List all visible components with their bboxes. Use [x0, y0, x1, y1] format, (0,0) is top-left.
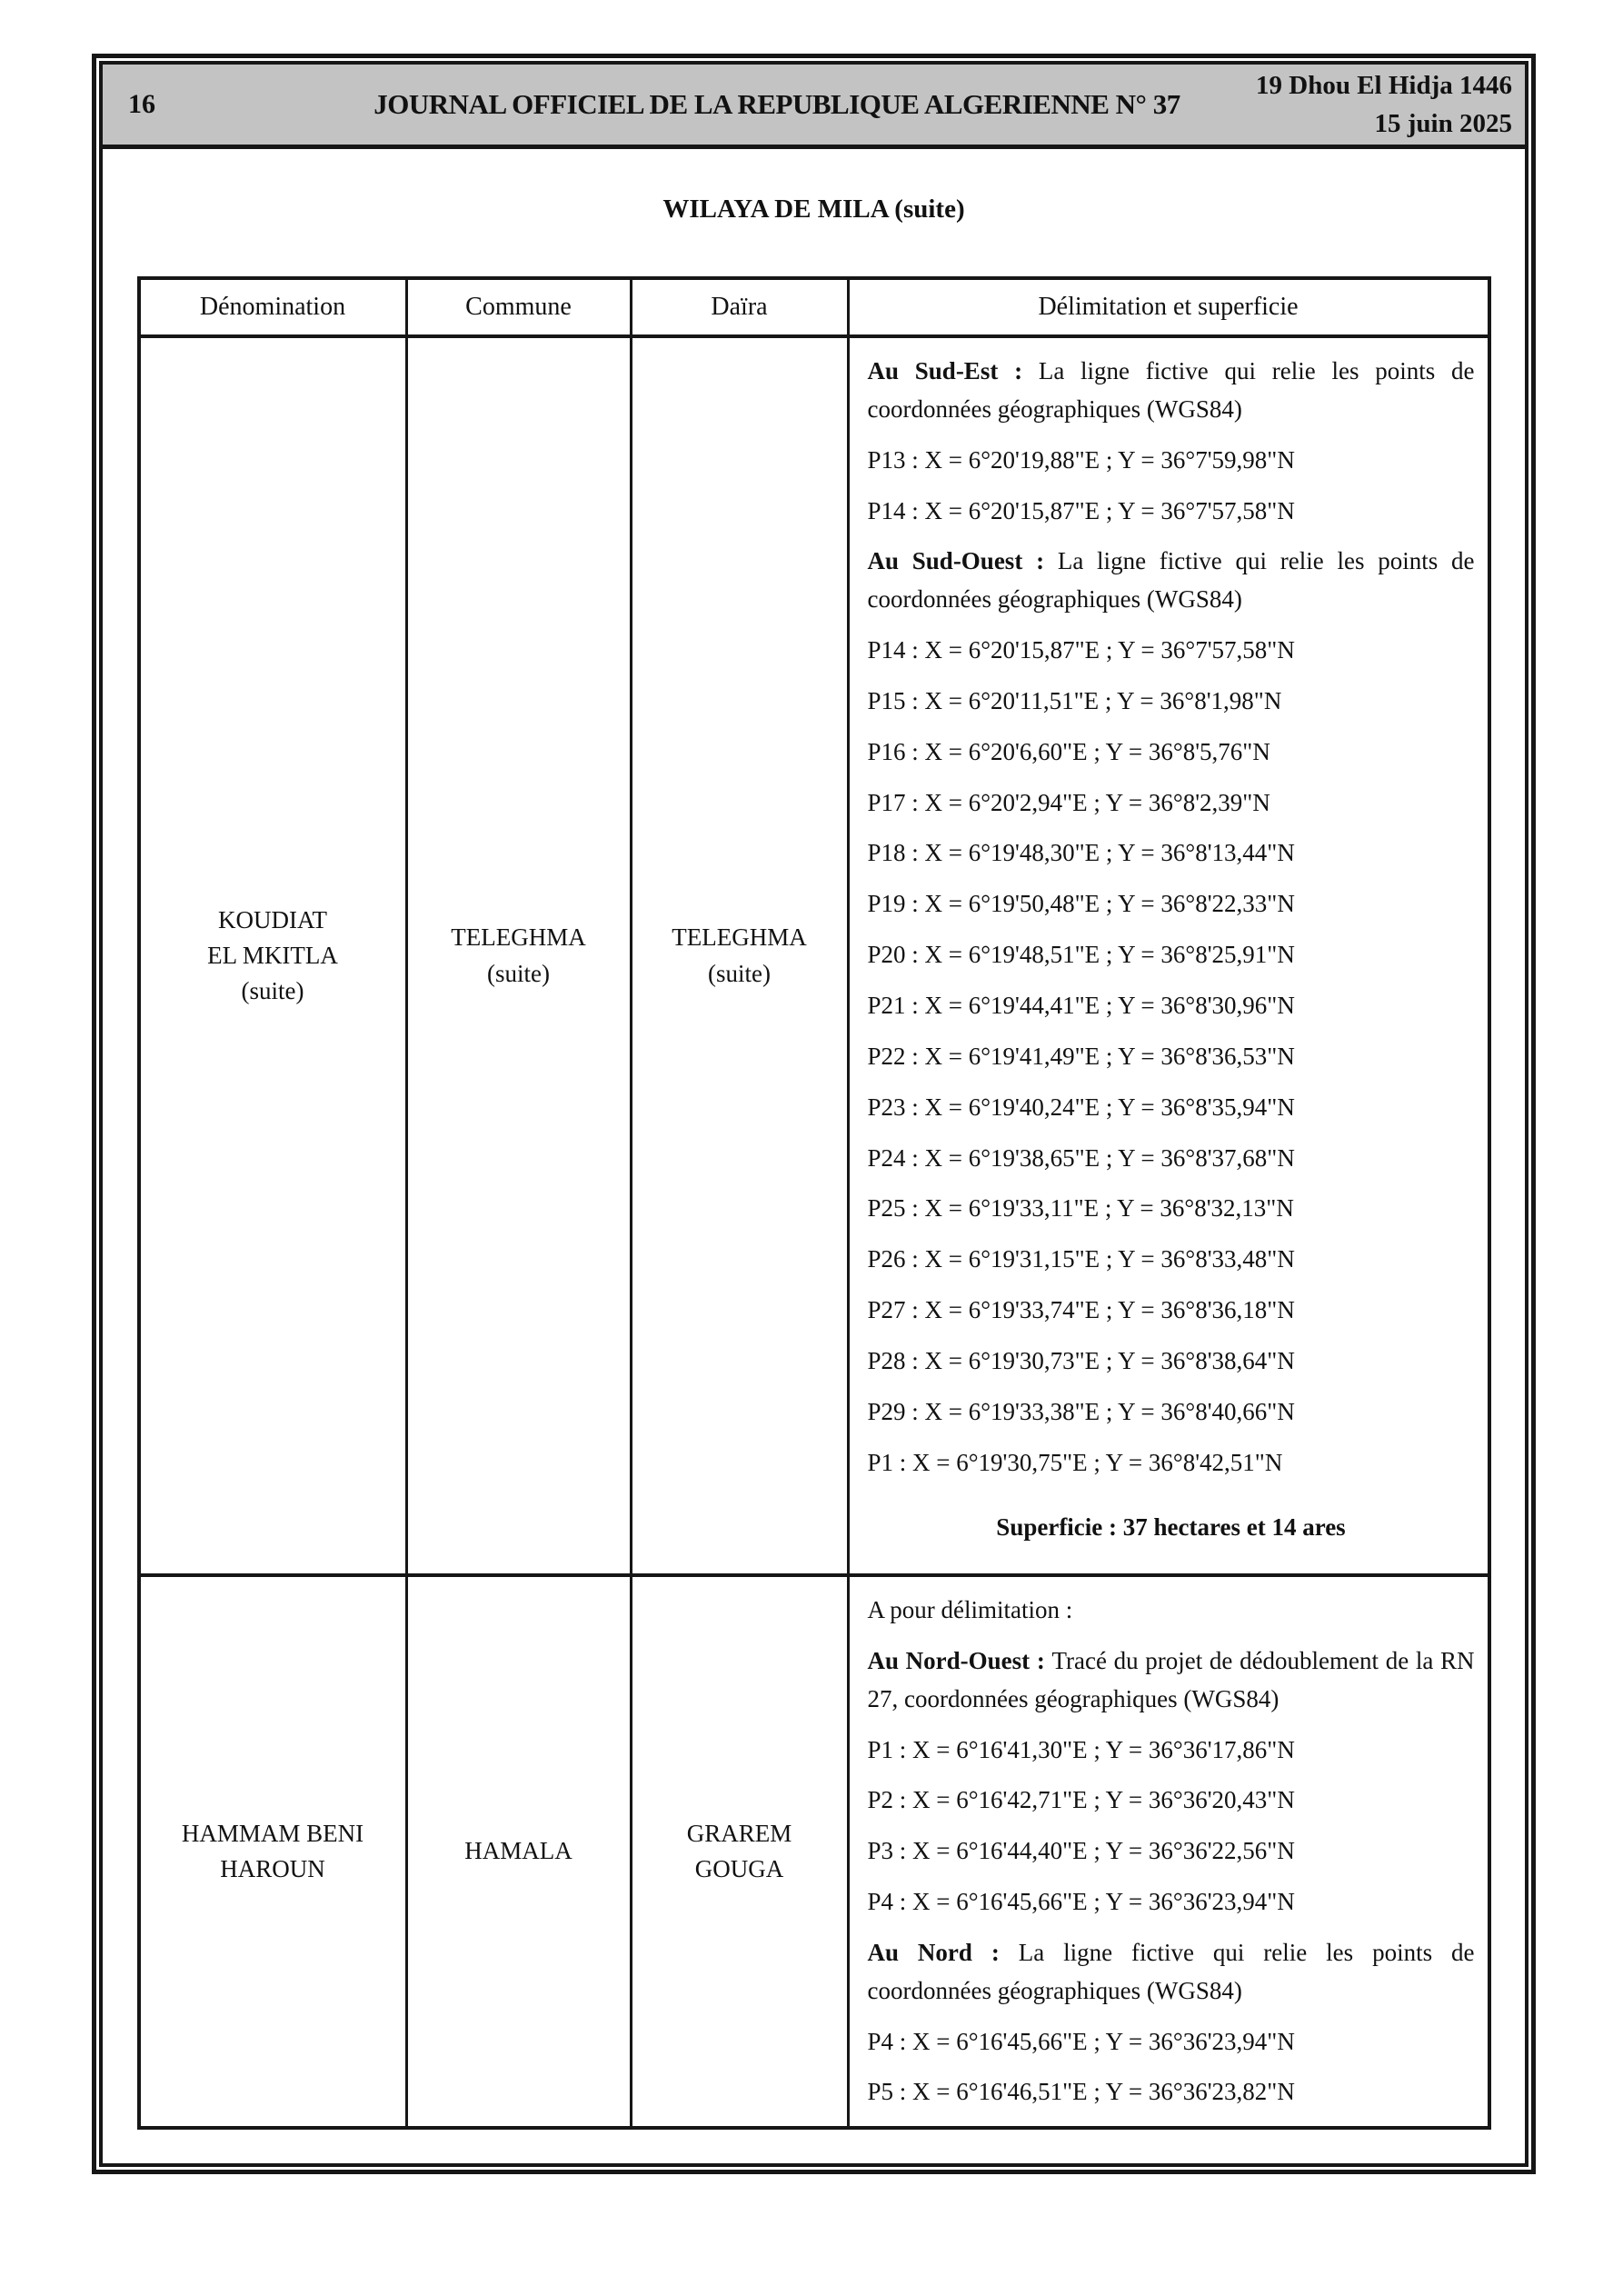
- coordinate-point: P14 : X = 6°20'15,87"E ; Y = 36°7'57,58"N: [867, 496, 1295, 524]
- col-header-3: Daïra: [632, 280, 850, 334]
- coordinate-point: P13 : X = 6°20'19,88"E ; Y = 36°7'59,98"N: [867, 445, 1295, 474]
- coordinate-point: P25 : X = 6°19'33,11"E ; Y = 36°8'32,13"N: [867, 1194, 1294, 1223]
- delimitation-text: Au Nord-Ouest : Tracé du projet de dédoublement de la RN 27, coordonnées géographiques (WGS84): [867, 1646, 1475, 1712]
- coordinate-point: P19 : X = 6°19'50,48"E ; Y = 36°8'22,33"N: [867, 890, 1295, 918]
- delimitation-cell: [850, 1577, 1488, 2126]
- header-dates: [1203, 66, 1512, 143]
- coordinate-point: P4 : X = 6°16'45,66"E ; Y = 36°36'23,94"N: [867, 2027, 1295, 2055]
- coordinate-point: P23 : X = 6°19'40,24"E ; Y = 36°8'35,94"N: [867, 1093, 1295, 1121]
- date-hijri: 19 Dhou El Hidja 1446: [1256, 70, 1512, 100]
- col-header-2: Commune: [408, 280, 632, 334]
- coordinate-point: P14 : X = 6°20'15,87"E ; Y = 36°7'57,58"N: [867, 636, 1295, 664]
- superficie-line: Superficie : 37 hectares et 14 ares: [996, 1513, 1346, 1542]
- coordinate-point: P29 : X = 6°19'33,38"E ; Y = 36°8'40,66"N: [867, 1397, 1295, 1425]
- delimitation-text: Au Sud-Ouest : La ligne fictive qui relie les points de coordonnées géographiques (WGS84): [867, 547, 1475, 614]
- delimitation-table: [137, 276, 1491, 2130]
- coordinate-point: P5 : X = 6°16'46,51"E ; Y = 36°36'23,82"N: [867, 2078, 1295, 2106]
- coordinate-point: P2 : X = 6°16'42,71"E ; Y = 36°36'20,43"N: [867, 1786, 1295, 1814]
- direction-label: Au Sud-Ouest :: [867, 547, 1058, 575]
- direction-label: Au Nord-Ouest :: [867, 1646, 1052, 1674]
- coordinate-point: P21 : X = 6°19'44,41"E ; Y = 36°8'30,96"N: [867, 991, 1295, 1019]
- journal-title: JOURNAL OFFICIEL DE LA REPUBLIQUE ALGERIENNE N° 37: [373, 88, 1180, 120]
- denomination-cell: KOUDIAT EL MKITLA (suite): [141, 338, 408, 1573]
- delimitation-text: A pour délimitation :: [867, 1596, 1073, 1623]
- coordinate-point: P1 : X = 6°19'30,75"E ; Y = 36°8'42,51"N: [867, 1448, 1283, 1476]
- coordinate-point: P22 : X = 6°19'41,49"E ; Y = 36°8'36,53"N: [867, 1042, 1295, 1070]
- header-band: [103, 65, 1525, 149]
- daira-cell: GRAREM GOUGA: [632, 1577, 850, 2126]
- direction-label: Au Nord :: [867, 1938, 1019, 1966]
- delimitation-text: Au Nord : La ligne fictive qui relie les points de coordonnées géographiques (WGS84): [867, 1938, 1475, 2004]
- page-frame: [92, 54, 1536, 2174]
- commune-cell: HAMALA: [408, 1577, 632, 2126]
- coordinate-point: P18 : X = 6°19'48,30"E ; Y = 36°8'13,44"N: [867, 839, 1295, 867]
- coordinate-point: P24 : X = 6°19'38,65"E ; Y = 36°8'37,68"N: [867, 1143, 1295, 1172]
- coordinate-point: P4 : X = 6°16'45,66"E ; Y = 36°36'23,94"N: [867, 1888, 1295, 1916]
- delimitation-cell: [850, 338, 1488, 1573]
- table-row: [141, 338, 1488, 1573]
- section-title: WILAYA DE MILA (suite): [662, 195, 965, 224]
- denomination-cell: HAMMAM BENI HAROUN: [141, 1577, 408, 2126]
- col-header-4: Délimitation et superficie: [1038, 293, 1299, 321]
- col-header-1: Dénomination: [141, 280, 408, 334]
- commune-cell: TELEGHMA (suite): [408, 338, 632, 1573]
- page-number: 16: [128, 89, 155, 119]
- table-header-row: [141, 280, 1488, 338]
- coordinate-point: P26 : X = 6°19'31,15"E ; Y = 36°8'33,48"N: [867, 1245, 1295, 1273]
- coordinate-point: P27 : X = 6°19'33,74"E ; Y = 36°8'36,18"N: [867, 1296, 1295, 1324]
- table-row: [141, 1573, 1488, 2126]
- coordinate-point: P1 : X = 6°16'41,30"E ; Y = 36°36'17,86"N: [867, 1735, 1295, 1763]
- coordinate-point: P16 : X = 6°20'6,60"E ; Y = 36°8'5,76"N: [867, 737, 1270, 765]
- page-frame-inner: [99, 61, 1528, 2167]
- coordinate-point: P17 : X = 6°20'2,94"E ; Y = 36°8'2,39"N: [867, 788, 1270, 816]
- date-gregorian: 15 juin 2025: [1374, 109, 1512, 138]
- coordinate-point: P28 : X = 6°19'30,73"E ; Y = 36°8'38,64"N: [867, 1346, 1295, 1374]
- coordinate-point: P15 : X = 6°20'11,51"E ; Y = 36°8'1,98"N: [867, 686, 1282, 714]
- coordinate-point: P3 : X = 6°16'44,40"E ; Y = 36°36'22,56"N: [867, 1837, 1295, 1865]
- coordinate-point: P20 : X = 6°19'48,51"E ; Y = 36°8'25,91"N: [867, 941, 1295, 969]
- delimitation-text: Au Sud-Est : La ligne fictive qui relie les points de coordonnées géographiques (WGS84): [867, 357, 1475, 423]
- table-body: [141, 338, 1488, 2126]
- daira-cell: TELEGHMA (suite): [632, 338, 850, 1573]
- direction-label: Au Sud-Est :: [867, 357, 1039, 384]
